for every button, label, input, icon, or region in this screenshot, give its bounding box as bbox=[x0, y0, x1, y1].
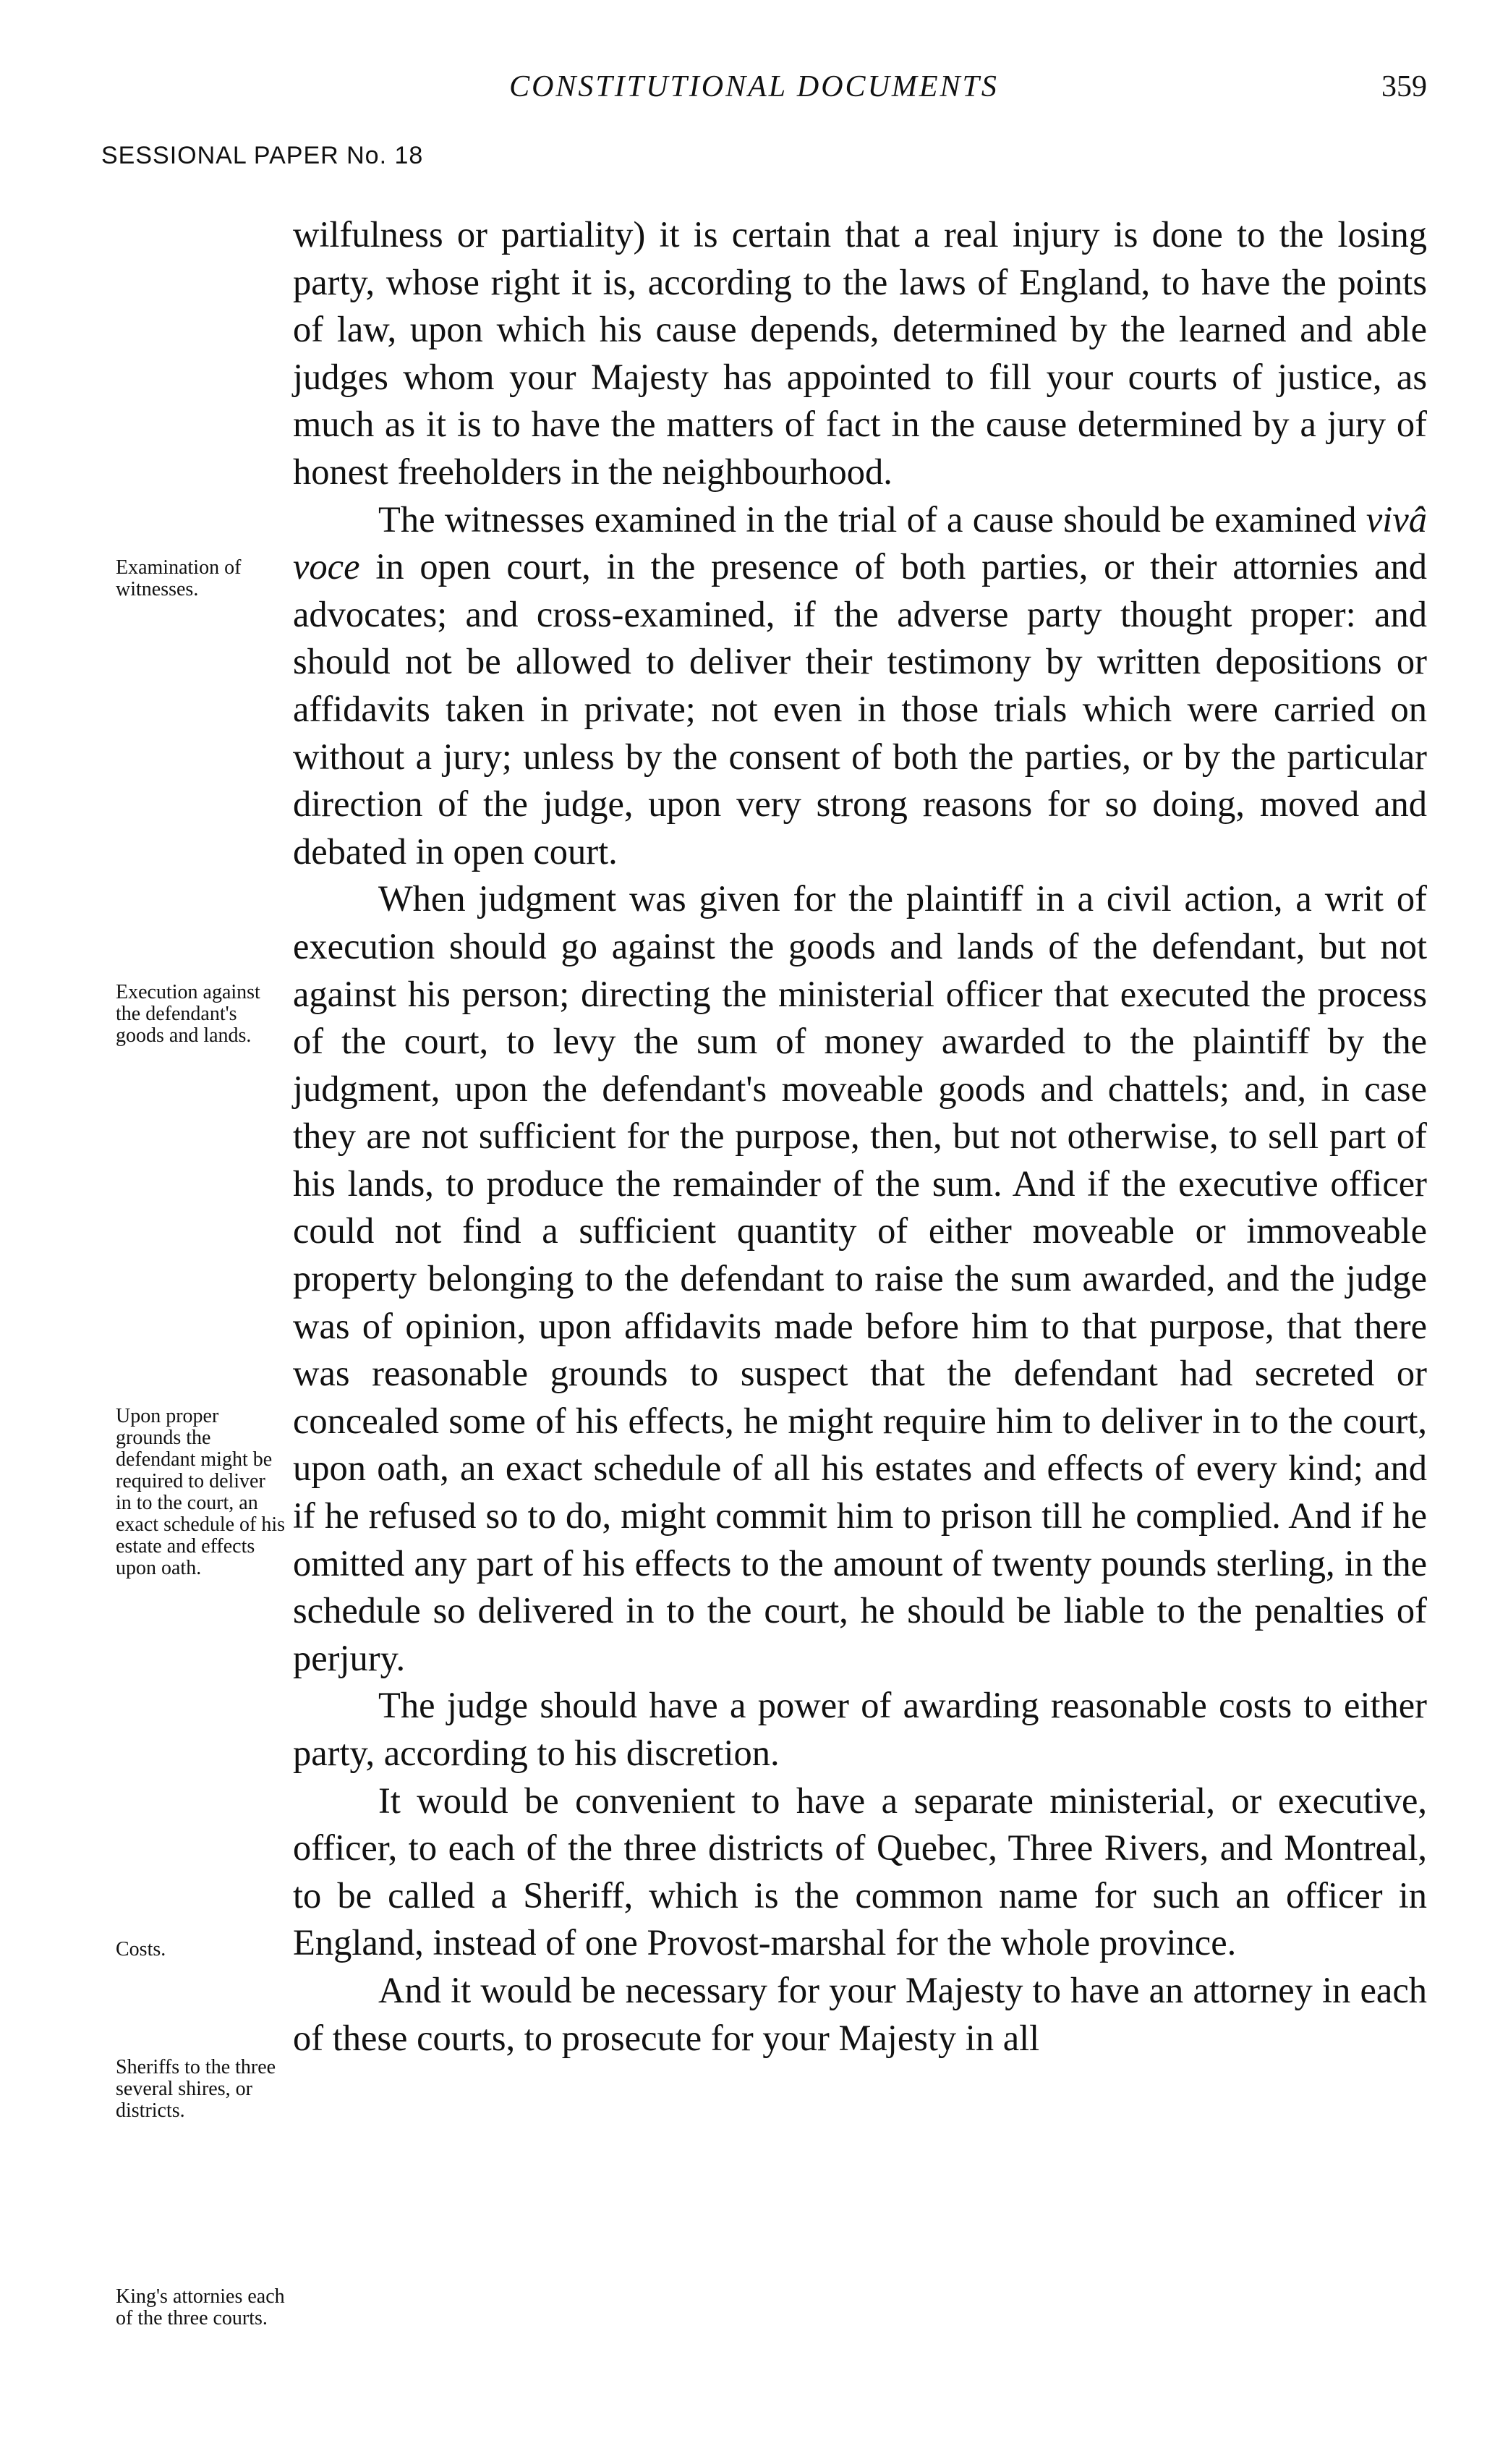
page-number: 359 bbox=[1381, 70, 1427, 103]
side-note-execution: Execution against the defendant's goods and lands. bbox=[116, 981, 260, 1047]
running-head bbox=[0, 69, 1508, 120]
paragraph-1: wilfulness or partiality) it is certain that a real injury is done to the losing party, whose right it is, according to the laws of England, to have the points of law, upon which his cause depends, determined by the learned and able judges whom your Majesty has appointed to fill your courts of justice, as much as it is to have the matters of fact in the cause determined by a jury of honest freeholders in the neighbourhood. bbox=[293, 214, 1427, 492]
paragraph-2-end: in open court, in the presence of both parties, or their attornies and advocates; and cross-examined, if the adverse party thought proper: and should not be allowed to deliver their testimony by written depositions or affidavits taken in private; not even in those trials which were carried on without a jury; unless by the consent of both the parties, or by the particular direction of the judge, upon very strong reasons for so doing, moved and debated in open court. bbox=[293, 546, 1427, 872]
side-note-examination: Examination of witnesses. bbox=[116, 556, 242, 600]
side-note-costs: Costs. bbox=[116, 1938, 166, 1960]
paragraph-5: It would be convenient to have a separate ministerial, or executive, officer, to each of the three districts of Quebec, Three Rivers, and Montreal, to be called a Sheriff, which is the common name for such an officer in England, instead of one Provost-marshal for the whole province. bbox=[293, 1780, 1427, 1963]
body-text bbox=[293, 211, 1427, 2062]
running-title: CONSTITUTIONAL DOCUMENTS bbox=[509, 70, 999, 103]
paragraph-2 bbox=[293, 496, 1427, 876]
side-note-kings-attornies: King's attornies each of the three courts. bbox=[116, 2285, 285, 2329]
side-note-upon-proper-grounds: Upon proper grounds the defendant might be required to deliver in to the court, an exact schedule of his estate and effects upon oath. bbox=[116, 1405, 286, 1579]
paragraph-6: And it would be necessary for your Majesty to have an attorney in each of these courts, to prosecute for your Majesty in all bbox=[293, 1969, 1427, 2058]
paragraph-2-italic: vivâ voce bbox=[293, 498, 1427, 587]
paragraph-2-start: The witnesses examined in the trial of a cause should be examined bbox=[378, 498, 1357, 540]
paragraph-4: The judge should have a power of awarding reasonable costs to either party, according to his discretion. bbox=[293, 1685, 1427, 1773]
paragraph-3: When judgment was given for the plaintiff in a civil action, a writ of execution should go against the goods and lands of the defendant, but not against his person; directing the ministerial officer that executed the process of the court, to levy the sum of money awarded to the plaintiff by the judgment, upon the defendant's moveable goods and chattels; and, in case they are not sufficient for the purpose, then, but not otherwise, to sell part of his lands, to produce the remainder of the sum. And if the executive officer could not find a sufficient quantity of either moveable or immoveable property belonging to the defendant to raise the sum awarded, and the judge was of opinion, upon affidavits made before him to that purpose, that there was reasonable grounds to suspect that the defendant had secreted or concealed some of his effects, he might require him to deliver in to the court, upon oath, an exact schedule of all his estates and effects of every kind; and if he refused so to do, might commit him to prison till he complied. And if he omitted any part of his effects to the amount of twenty pounds sterling, in the schedule so delivered in to the court, he should be liable to the penalties of perjury. bbox=[293, 878, 1427, 1678]
sessional-paper-label: SESSIONAL PAPER No. 18 bbox=[101, 142, 424, 169]
side-note-sheriffs: Sheriffs to the three several shires, or districts. bbox=[116, 2056, 276, 2122]
